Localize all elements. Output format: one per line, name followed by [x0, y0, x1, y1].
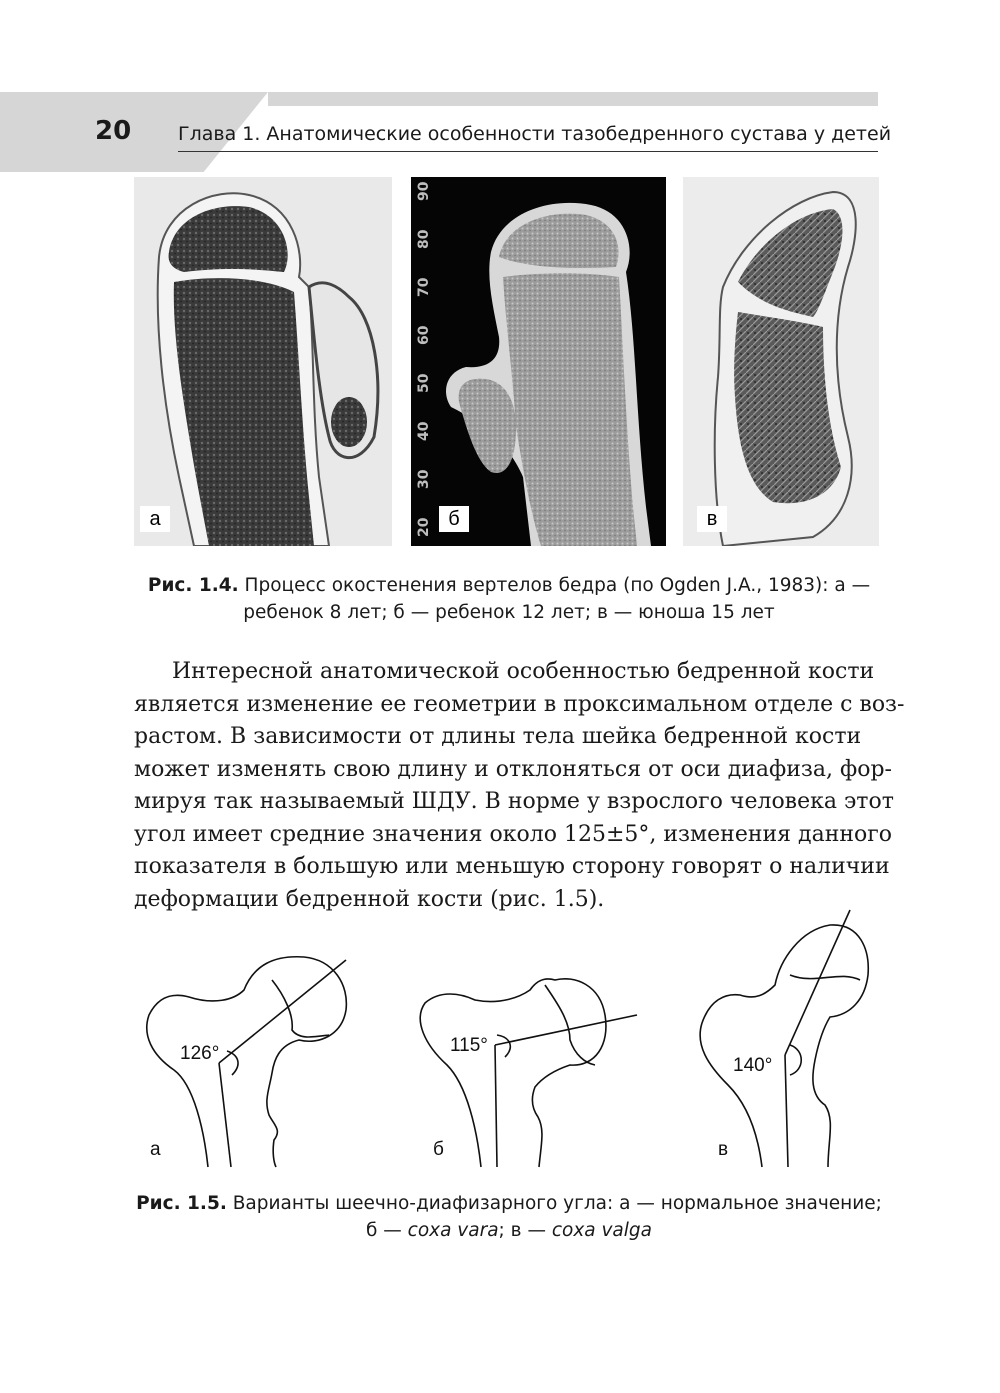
figure-1-5-diagram-a [134, 905, 364, 1175]
neck-axis-line [785, 910, 850, 1055]
angle-label: 140° [733, 1055, 773, 1076]
figure-1-4-photo-b [411, 177, 666, 546]
shaft-axis-line [495, 1045, 497, 1167]
caption-text: б — [365, 1220, 408, 1241]
caption-text: Процесс окостенения вертелов бедра (по Ogden J.A., 1983): а — [238, 575, 871, 596]
ruler-tick: 80 [416, 229, 432, 249]
epiphysis-line [790, 975, 860, 980]
panel-label-b: б [439, 506, 469, 532]
ruler-tick: 50 [416, 373, 432, 393]
angle-label: 115° [450, 1035, 488, 1056]
shaft-axis-line [219, 1063, 231, 1167]
angle-label: 126° [180, 1043, 220, 1064]
diagram-letter: а [150, 1139, 161, 1160]
ruler-ticks [416, 181, 432, 537]
body-paragraph [134, 656, 905, 916]
ruler-tick: 20 [416, 517, 432, 537]
shaft-axis-line [785, 1055, 788, 1167]
ruler-tick: 90 [416, 181, 432, 201]
femur-outline [420, 979, 606, 1167]
angle-arc [497, 1035, 510, 1057]
neck-axis-line [219, 960, 346, 1063]
epiphysis-line [272, 980, 329, 1037]
paragraph-line: мируя так называемый ШДУ. В норме у взрослого человека этот [134, 789, 894, 814]
figure-1-4-caption [134, 572, 884, 626]
femur-outline [700, 925, 868, 1167]
figure-1-5-caption [134, 1190, 884, 1244]
diagram-letter: б [433, 1139, 444, 1160]
figure-1-5-diagram-b [405, 905, 645, 1175]
caption-text: Варианты шеечно-диафизарного угла: а — нормальное значение; [226, 1193, 882, 1214]
caption-label: Рис. 1.4. [147, 575, 239, 596]
caption-term-coxa-valga: coxa valga [551, 1220, 652, 1241]
header-rule [178, 151, 878, 152]
figure-1-5-diagram-c [690, 905, 890, 1175]
ruler-tick: 40 [416, 421, 432, 441]
panel-label-c: в [697, 506, 727, 532]
chapter-title: Глава 1. Анатомические особенности тазобедренного сустава у детей [178, 123, 892, 145]
figure-1-4-photo-c [683, 177, 879, 546]
caption-text: ребенок 8 лет; б — ребенок 12 лет; в — юноша 15 лет [243, 602, 775, 623]
femur-outline [147, 957, 347, 1167]
paragraph-line: Интересной анатомической особенностью бедренной кости [172, 659, 875, 684]
ruler-tick: 30 [416, 469, 432, 489]
page-number: 20 [95, 116, 132, 146]
angle-arc [790, 1045, 801, 1075]
caption-label: Рис. 1.5. [136, 1193, 227, 1214]
caption-text: ; в — [498, 1220, 552, 1241]
ruler-tick: 60 [416, 325, 432, 345]
ruler-tick: 70 [416, 277, 432, 297]
header-strip [268, 92, 878, 106]
paragraph-line: растом. В зависимости от длины тела шейка бедренной кости [134, 724, 862, 749]
figure-1-4-photo-a [134, 177, 392, 546]
panel-label-a: а [140, 506, 170, 532]
paragraph-line: угол имеет средние значения около 125±5°, изменения данного [134, 821, 893, 847]
paragraph-line: деформации бедренной кости (рис. 1.5). [134, 886, 605, 912]
paragraph-line: является изменение ее геометрии в проксимальном отделе с воз- [134, 691, 905, 717]
diagram-letter: в [718, 1139, 729, 1160]
paragraph-line: может изменять свою длину и отклоняться от оси диафиза, фор- [134, 756, 892, 782]
caption-term-coxa-vara: coxa vara [407, 1220, 499, 1241]
paragraph-line: показателя в большую или меньшую сторону говорят о наличии [134, 854, 890, 879]
